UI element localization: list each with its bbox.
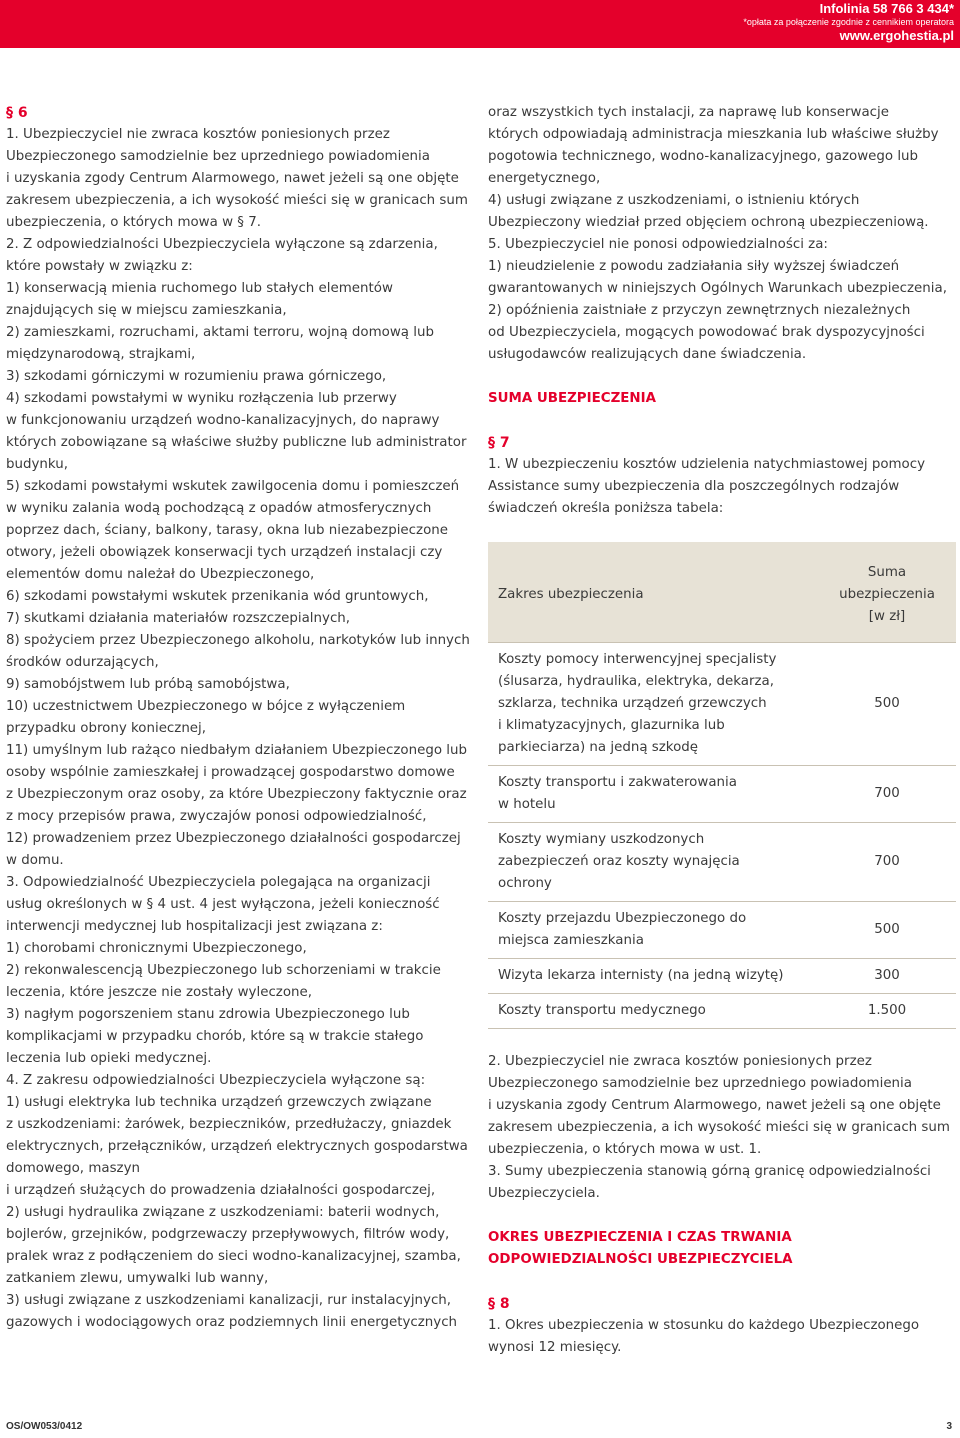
text-line: 5) szkodami powstałymi wskutek zawilgocenia domu i pomieszczeń — [6, 479, 460, 494]
table-row — [488, 959, 956, 994]
text-line: Ubezpieczonego samodzielnie bez uprzedniego powiadomienia — [6, 149, 430, 164]
text-line: 3. Odpowiedzialność Ubezpieczyciela polegająca na organizacji — [6, 875, 431, 890]
text-line: energetycznego, — [488, 171, 601, 186]
text-line: 11) umyślnym lub rażąco niedbałym działaniem Ubezpieczonego lub — [6, 743, 467, 758]
table-cell-scope — [488, 959, 818, 994]
text-line: ubezpieczenia, o których mowa w § 7. — [6, 215, 262, 230]
cell-line: i klimatyzacyjnych, glazurnika lub — [498, 718, 725, 733]
page-number: 3 — [946, 1421, 952, 1432]
text-line: 1) usługi elektryka lub technika urządzeń grzewczych związane — [6, 1095, 432, 1110]
text-line: gazowych i wodociągowych oraz podziemnych linii energetycznych — [6, 1315, 458, 1330]
right-top-text — [488, 102, 956, 366]
text-line: środków odurzających, — [6, 655, 159, 670]
text-line: 3) nagłym pogorszeniem stanu zdrowia Ubezpieczonego lub — [6, 1007, 410, 1022]
table-cell-amount: 1.500 — [818, 994, 956, 1029]
text-line: 1. Okres ubezpieczenia w stosunku do każdego Ubezpieczonego — [488, 1318, 920, 1333]
table-cell-scope — [488, 902, 818, 959]
text-line: które powstały w związku z: — [6, 259, 193, 274]
text-line: i uzyskania zgody Centrum Alarmowego, nawet jeżeli są one objęte — [6, 171, 459, 186]
text-line: 5. Ubezpieczyciel nie ponosi odpowiedzialności za: — [488, 237, 828, 252]
text-line: 3) szkodami górniczymi w rozumieniu prawa górniczego, — [6, 369, 387, 384]
cell-line: ochrony — [498, 876, 552, 891]
text-line: pralek wraz z podłączeniem do sieci wodno-kanalizacyjnej, szamba, — [6, 1249, 461, 1264]
cell-line: parkieciarza) na jedną szkodę — [498, 740, 699, 755]
text-line: 3. Sumy ubezpieczenia stanowią górną granicę odpowiedzialności — [488, 1164, 931, 1179]
text-line: zakresem ubezpieczenia, a ich wysokość mieści się w granicach sum — [6, 193, 468, 208]
section-6-heading: § 6 — [6, 105, 28, 121]
text-line: poprzez dach, ściany, balkony, tarasy, okna lub niezabezpieczone — [6, 523, 448, 538]
sum-heading: SUMA UBEZPIECZENIA — [488, 391, 656, 406]
text-line: zakresem ubezpieczenia, a ich wysokość mieści się w granicach sum — [488, 1120, 950, 1135]
cell-line: Koszty pomocy interwencyjnej specjalisty — [498, 652, 777, 667]
table-header-sum: Suma ubezpieczenia [w zł] — [818, 545, 956, 643]
text-line: wynosi 12 miesięcy. — [488, 1340, 622, 1355]
cell-line: Koszty przejazdu Ubezpieczonego do — [498, 911, 747, 926]
left-column — [6, 102, 470, 1334]
text-line: leczenia lub opieki medycznej. — [6, 1051, 212, 1066]
text-line: 2) rekonwalescencją Ubezpieczonego lub schorzeniami w trakcie — [6, 963, 441, 978]
cell-line: (ślusarza, hydraulika, elektryka, dekarza, — [498, 674, 774, 689]
text-line: 6) szkodami powstałymi wskutek przenikania wód gruntowych, — [6, 589, 429, 604]
website-link[interactable]: www.ergohestia.pl — [839, 28, 954, 43]
text-line: w domu. — [6, 853, 64, 868]
text-line: i urządzeń służących do prowadzenia działalności gospodarczej, — [6, 1183, 436, 1198]
text-line: osoby wspólnie zamieszkałej i prowadzącej gospodarstwo domowe — [6, 765, 455, 780]
text-line: elementów domu należał do Ubezpieczonego, — [6, 567, 315, 582]
sum-table — [488, 542, 956, 1029]
text-line: których zobowiązane są właściwe służby publiczne lub administrator — [6, 435, 467, 450]
table-cell-scope — [488, 766, 818, 823]
text-line: z Ubezpieczonym oraz osoby, za które Ubezpieczony faktycznie oraz — [6, 787, 467, 802]
section-7-heading: § 7 — [488, 435, 510, 451]
text-line: 2) usługi hydraulika związane z uszkodzeniami: baterii wodnych, — [6, 1205, 440, 1220]
text-line: zatkaniem zlewu, umywalki lub wanny, — [6, 1271, 269, 1286]
text-line: 1) chorobami chronicznymi Ubezpieczonego, — [6, 941, 307, 956]
cell-line: Wizyta lekarza internisty (na jedną wizytę) — [498, 968, 784, 983]
table-cell-amount: 300 — [818, 959, 956, 994]
after-table-text — [488, 1051, 956, 1205]
period-heading-1: OKRES UBEZPIECZENIA I CZAS TRWANIA — [488, 1230, 792, 1245]
text-line: pogotowia technicznego, wodno-kanalizacyjnego, gazowego lub — [488, 149, 919, 164]
table-cell-amount: 700 — [818, 823, 956, 902]
table-cell-scope — [488, 823, 818, 902]
right-column — [488, 102, 956, 1359]
left-text — [6, 124, 470, 1334]
text-line: 1) konserwacją mienia ruchomego lub stałych elementów — [6, 281, 393, 296]
text-line: w funkcjonowaniu urządzeń wodno-kanalizacyjnych, do naprawy — [6, 413, 440, 428]
cell-line: zabezpieczeń oraz koszty wynajęcia — [498, 854, 740, 869]
text-line: znajdujących się w miejscu zamieszkania, — [6, 303, 287, 318]
text-line: 1. W ubezpieczeniu kosztów udzielenia natychmiastowej pomocy — [488, 457, 926, 472]
text-line: Ubezpieczonego samodzielnie bez uprzedniego powiadomienia — [488, 1076, 912, 1091]
text-line: 4) usługi związane z uszkodzeniami, o istnieniu których — [488, 193, 860, 208]
table-cell-scope — [488, 643, 818, 766]
text-line: 10) uczestnictwem Ubezpieczonego w bójce z wyłączeniem — [6, 699, 406, 714]
text-line: bojlerów, grzejników, podgrzewaczy przepływowych, filtrów wody, — [6, 1227, 450, 1242]
text-line: których odpowiadają administracja mieszkania lub właściwe służby — [488, 127, 939, 142]
text-line: 4) szkodami powstałymi w wyniku rozłączenia lub przerwy — [6, 391, 397, 406]
text-line: ubezpieczenia, o których mowa w ust. 1. — [488, 1142, 762, 1157]
text-line: przypadku obrony koniecznej, — [6, 721, 207, 736]
text-line: 2) zamieszkami, rozruchami, aktami terroru, wojną domową lub — [6, 325, 434, 340]
table-cell-amount: 700 — [818, 766, 956, 823]
text-line: oraz wszystkich tych instalacji, za naprawę lub konserwacje — [488, 105, 889, 120]
text-line: z uszkodzeniami: żarówek, bezpieczników, przedłużaczy, gniazdek — [6, 1117, 452, 1132]
table-row — [488, 766, 956, 823]
text-line: 2. Z odpowiedzialności Ubezpieczyciela wyłączone są zdarzenia, — [6, 237, 438, 252]
text-line: 2) opóźnienia zaistniałe z przyczyn zewnętrznych niezależnych — [488, 303, 911, 318]
text-line: usługodawców realizujących dane świadczenia. — [488, 347, 807, 362]
text-line: 3) usługi związane z uszkodzeniami kanalizacji, rur instalacyjnych, — [6, 1293, 452, 1308]
infoline: Infolinia 58 766 3 434* — [819, 1, 954, 16]
text-line: w wyniku zalania wodą pochodzącą z opadów atmosferycznych — [6, 501, 432, 516]
table-header-row — [488, 545, 956, 643]
cell-line: Koszty wymiany uszkodzonych — [498, 832, 705, 847]
text-line: i uzyskania zgody Centrum Alarmowego, nawet jeżeli są one objęte — [488, 1098, 941, 1113]
text-line: Assistance sumy ubezpieczenia dla poszczególnych rodzajów — [488, 479, 900, 494]
text-line: 1) nieudzielenie z powodu zadziałania siły wyższej świadczeń — [488, 259, 900, 274]
text-line: Ubezpieczony wiedział przed objęciem ochroną ubezpieczeniową. — [488, 215, 929, 230]
period-heading-2: ODPOWIEDZIALNOŚCI UBEZPIECZYCIELA — [488, 1252, 793, 1267]
text-line: interwencji medycznej lub hospitalizacji jest związana z: — [6, 919, 383, 934]
text-line: 4. Z zakresu odpowiedzialności Ubezpieczyciela wyłączone są: — [6, 1073, 426, 1088]
table-cell-amount: 500 — [818, 643, 956, 766]
cell-line: Koszty transportu i zakwaterowania — [498, 775, 737, 790]
text-line: Ubezpieczyciela. — [488, 1186, 600, 1201]
section-8-text — [488, 1315, 956, 1359]
text-line: 12) prowadzeniem przez Ubezpieczonego działalności gospodarczej — [6, 831, 461, 846]
header-bar — [0, 0, 960, 48]
table-row — [488, 823, 956, 902]
text-line: 7) skutkami działania materiałów rozszczepialnych, — [6, 611, 351, 626]
text-line: 1. Ubezpieczyciel nie zwraca kosztów poniesionych przez — [6, 127, 390, 142]
text-line: 8) spożyciem przez Ubezpieczonego alkoholu, narkotyków lub innych — [6, 633, 470, 648]
text-line: 9) samobójstwem lub próbą samobójstwa, — [6, 677, 290, 692]
table-row — [488, 643, 956, 766]
table-cell-amount: 500 — [818, 902, 956, 959]
infoline-note: *opłata za połączenie zgodnie z cennikiem operatora — [743, 17, 954, 27]
section-8-heading: § 8 — [488, 1296, 510, 1312]
text-line: gwarantowanych w niniejszych Ogólnych Warunkach ubezpieczenia, — [488, 281, 947, 296]
text-line: międzynarodową, strajkami, — [6, 347, 196, 362]
text-line: od Ubezpieczyciela, mogących powodować brak dyspozycyjności — [488, 325, 925, 340]
section-7-text — [488, 454, 956, 520]
table-header-scope: Zakres ubezpieczenia — [488, 545, 818, 643]
text-line: 2. Ubezpieczyciel nie zwraca kosztów poniesionych przez — [488, 1054, 872, 1069]
table-cell-scope — [488, 994, 818, 1029]
text-line: komplikacjami w przypadku chorób, które są w trakcie stałego — [6, 1029, 424, 1044]
text-line: świadczeń określa poniższa tabela: — [488, 501, 724, 516]
text-line: elektrycznych, przełączników, urządzeń elektrycznych gospodarstwa — [6, 1139, 468, 1154]
text-line: domowego, maszyn — [6, 1161, 140, 1176]
cell-line: w hotelu — [498, 797, 556, 812]
table-row — [488, 994, 956, 1029]
cell-line: miejsca zamieszkania — [498, 933, 644, 948]
text-line: z mocy przepisów prawa, zwyczajów ponosi odpowiedzialność, — [6, 809, 427, 824]
text-line: usług określonych w § 4 ust. 4 jest wyłączona, jeżeli konieczność — [6, 897, 440, 912]
table-row — [488, 902, 956, 959]
text-line: otwory, jeżeli obowiązek konserwacji tych urządzeń instalacji czy — [6, 545, 443, 560]
text-line: budynku, — [6, 457, 68, 472]
cell-line: szklarza, technika urządzeń grzewczych — [498, 696, 767, 711]
cell-line: Koszty transportu medycznego — [498, 1003, 706, 1018]
text-line: leczenia, które jeszcze nie zostały wyleczone, — [6, 985, 313, 1000]
document-code: OS/OW053/0412 — [6, 1421, 83, 1432]
